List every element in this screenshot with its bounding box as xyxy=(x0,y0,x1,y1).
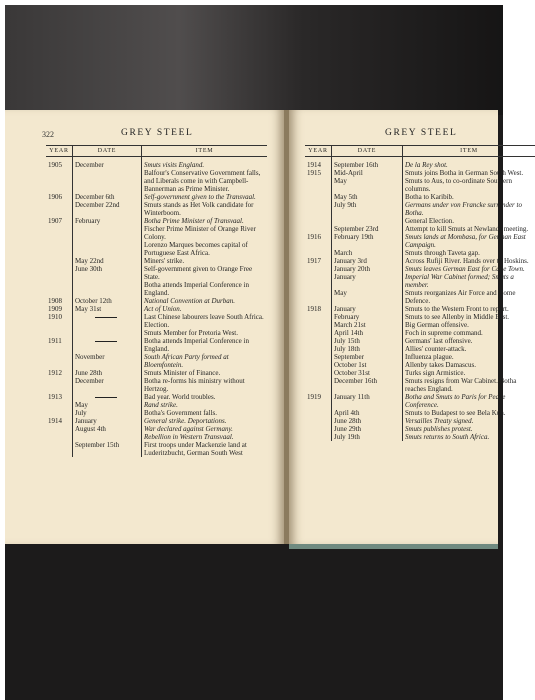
item-cell: Self-government given to Orange Free State. xyxy=(144,265,253,281)
table-row xyxy=(46,281,267,297)
year-cell xyxy=(305,417,332,425)
column-header-item: ITEM xyxy=(142,146,268,157)
date-cell: December 22nd xyxy=(73,201,142,217)
date-cell: September 15th xyxy=(73,441,142,457)
item-cell: Influenza plague. xyxy=(405,353,454,361)
item-cell: Smuts to the Western Front to report. xyxy=(405,305,509,313)
item-cell: Rand strike. xyxy=(144,401,178,409)
item-cell: Turks sign Armistice. xyxy=(405,369,466,377)
item-cell: Allenby takes Damascus. xyxy=(405,361,476,369)
item-cell: Germans under von Francke surrender to Botha. xyxy=(405,201,522,217)
year-cell xyxy=(46,201,73,217)
item-cell: Imperial War Cabinet formed; Smuts a member. xyxy=(405,273,514,289)
year-cell: 1913 xyxy=(48,393,62,401)
item-cell: Smuts through Taveta gap. xyxy=(405,249,480,257)
date-cell: June 28th xyxy=(73,369,142,377)
date-cell: July xyxy=(73,409,142,417)
date-cell xyxy=(73,241,142,257)
date-cell: May xyxy=(332,177,403,193)
item-cell: Allies' counter-attack. xyxy=(405,345,467,353)
item-cell: Smuts reorganizes Air Force and Home Defence. xyxy=(405,289,516,305)
timeline-table xyxy=(305,145,535,441)
date-dash xyxy=(95,397,117,398)
table-row xyxy=(46,433,267,441)
column-header-date: DATE xyxy=(73,146,142,157)
year-cell xyxy=(305,321,332,329)
item-cell: Smuts resigns from War Cabinet. Botha reaches England. xyxy=(405,377,517,393)
table-row xyxy=(46,417,267,425)
column-header-date: DATE xyxy=(332,146,403,157)
date-cell xyxy=(73,329,142,337)
table-row xyxy=(46,225,267,241)
item-cell: Smuts to see Allenby in Middle East. xyxy=(405,313,510,321)
item-cell: Smuts joins Botha in German South West. xyxy=(405,169,524,177)
table-row xyxy=(46,369,267,377)
date-cell: October 1st xyxy=(332,361,403,369)
table-body xyxy=(305,161,535,441)
item-cell: Self-government given to the Transvaal. xyxy=(144,193,256,201)
table-row xyxy=(305,193,535,201)
table-row xyxy=(46,393,267,401)
table-row xyxy=(305,217,535,225)
date-cell: October 31st xyxy=(332,369,403,377)
year-cell xyxy=(46,169,73,193)
item-cell: Botha attends Imperial Conference in England. xyxy=(144,281,249,297)
column-header-year: YEAR xyxy=(46,146,73,157)
date-cell: October 12th xyxy=(73,297,142,305)
page-number: 322 xyxy=(42,130,54,139)
date-cell xyxy=(73,337,142,353)
date-cell: Mid-April xyxy=(332,169,403,177)
page-edge xyxy=(289,544,498,549)
year-cell xyxy=(305,377,332,393)
table-row xyxy=(305,233,535,249)
item-cell: Fischer Prime Minister of Orange River Colony. xyxy=(144,225,256,241)
year-cell xyxy=(46,401,73,409)
year-cell: 1910 xyxy=(48,313,62,321)
running-head: GREY STEEL xyxy=(385,128,458,138)
year-cell: 1915 xyxy=(307,169,321,177)
running-head: GREY STEEL xyxy=(121,128,194,138)
table-row xyxy=(46,337,267,353)
year-cell: 1906 xyxy=(48,193,62,201)
year-cell xyxy=(305,329,332,337)
date-cell: December xyxy=(73,161,142,169)
date-cell: June 28th xyxy=(332,417,403,425)
item-cell: Smuts returns to South Africa. xyxy=(405,433,490,441)
table-row xyxy=(46,241,267,257)
date-cell: January xyxy=(73,417,142,425)
year-cell xyxy=(46,225,73,241)
item-cell: Versailles Treaty signed. xyxy=(405,417,474,425)
item-cell: Botha's Government falls. xyxy=(144,409,217,417)
date-cell: April 4th xyxy=(332,409,403,417)
table-row xyxy=(305,417,535,425)
table-body xyxy=(46,161,267,457)
table-row xyxy=(46,401,267,409)
year-cell: 1916 xyxy=(307,233,321,241)
year-cell xyxy=(305,217,332,225)
year-cell xyxy=(305,193,332,201)
table-header-row xyxy=(46,146,267,157)
item-cell: Smuts lands at Mombasa, for German East Campaign. xyxy=(405,233,526,249)
item-cell: Across Rufiji River. Hands over to Hoskins. xyxy=(405,257,529,265)
item-cell: Smuts Member for Pretoria West. xyxy=(144,329,238,337)
year-cell: 1911 xyxy=(48,337,62,345)
table-row xyxy=(305,289,535,305)
item-cell: Botha Prime Minister of Transvaal. xyxy=(144,217,244,225)
date-cell: December 6th xyxy=(73,193,142,201)
year-cell xyxy=(46,257,73,265)
date-cell: July 18th xyxy=(332,345,403,353)
year-cell xyxy=(46,281,73,297)
year-cell xyxy=(305,369,332,377)
item-cell: Act of Union. xyxy=(144,305,182,313)
date-dash xyxy=(95,317,117,318)
item-cell: Botha re-forms his ministry without Hertzog. xyxy=(144,377,245,393)
table-row xyxy=(46,161,267,169)
year-cell xyxy=(46,265,73,281)
table-header-row xyxy=(305,146,535,157)
table-row xyxy=(46,193,267,201)
item-cell: Smuts visits England. xyxy=(144,161,205,169)
item-cell: Last Chinese labourers leave South Africa. xyxy=(144,313,264,321)
item-cell: Balfour's Conservative Government falls, and Liberals come in with Campbell-Bannerman as Prime Minister. xyxy=(144,169,261,193)
table-row xyxy=(305,361,535,369)
year-cell xyxy=(305,273,332,289)
table-row xyxy=(305,225,535,233)
table-row xyxy=(46,441,267,457)
year-cell xyxy=(305,337,332,345)
year-cell xyxy=(305,425,332,433)
item-cell: Big German offensive. xyxy=(405,321,469,329)
year-cell xyxy=(305,249,332,257)
item-cell: Lorenzo Marques becomes capital of Portuguese East Africa. xyxy=(144,241,248,257)
date-cell: May xyxy=(332,289,403,305)
date-cell: May xyxy=(73,401,142,409)
date-cell: February xyxy=(73,217,142,225)
table-row xyxy=(305,169,535,177)
table-row xyxy=(46,377,267,393)
year-cell xyxy=(305,353,332,361)
item-cell: Rebellion in Western Transvaal. xyxy=(144,433,234,441)
item-cell: Smuts to Aus, to co-ordinate Southern columns. xyxy=(405,177,512,193)
item-cell: Smuts Minister of Finance. xyxy=(144,369,221,377)
table-row xyxy=(305,161,535,169)
year-cell: 1909 xyxy=(48,305,62,313)
table-row xyxy=(46,425,267,433)
table-row xyxy=(305,353,535,361)
table-row xyxy=(305,273,535,289)
timeline-table xyxy=(46,145,267,457)
table-row xyxy=(305,433,535,441)
table-row xyxy=(46,329,267,337)
date-cell: March xyxy=(332,249,403,257)
table-row xyxy=(305,257,535,265)
item-cell: Bad year. World troubles. xyxy=(144,393,216,401)
table-row xyxy=(46,297,267,305)
year-cell: 1917 xyxy=(307,257,321,265)
year-cell xyxy=(46,321,73,329)
date-cell: January 20th xyxy=(332,265,403,273)
year-cell xyxy=(305,409,332,417)
year-cell xyxy=(305,289,332,305)
date-cell: December 16th xyxy=(332,377,403,393)
date-cell xyxy=(73,225,142,241)
date-cell xyxy=(73,321,142,329)
item-cell: War declared against Germany. xyxy=(144,425,233,433)
table-row xyxy=(46,201,267,217)
table-row xyxy=(305,337,535,345)
date-cell xyxy=(332,217,403,225)
table-row xyxy=(305,313,535,321)
item-cell: First troops under Mackenzie land at Luderitzbucht, German South West xyxy=(144,441,247,457)
date-cell: January xyxy=(332,273,403,289)
table-row xyxy=(305,393,535,409)
date-cell: December xyxy=(73,377,142,393)
year-cell xyxy=(46,377,73,393)
item-cell: General strike. Deportations. xyxy=(144,417,227,425)
scanner-glare xyxy=(5,5,503,115)
date-cell: July 19th xyxy=(332,433,403,441)
item-cell: Smuts leaves German East for Cape Town. xyxy=(405,265,525,273)
item-cell: Smuts publishes protest. xyxy=(405,425,473,433)
date-cell: September 23rd xyxy=(332,225,403,233)
year-cell xyxy=(305,361,332,369)
item-cell: De la Rey shot. xyxy=(405,161,448,169)
year-cell xyxy=(46,353,73,369)
year-cell: 1908 xyxy=(48,297,62,305)
date-cell: July 15th xyxy=(332,337,403,345)
year-cell xyxy=(46,425,73,433)
date-cell: September xyxy=(332,353,403,361)
year-cell xyxy=(46,433,73,441)
item-cell: Attempt to kill Smuts at Newlands meeting. xyxy=(405,225,529,233)
table-row xyxy=(305,265,535,273)
year-cell xyxy=(46,409,73,417)
table-row xyxy=(305,201,535,217)
year-cell xyxy=(305,201,332,217)
table-row xyxy=(46,217,267,225)
table-row xyxy=(305,377,535,393)
year-cell: 1912 xyxy=(48,369,62,377)
table-row xyxy=(305,329,535,337)
table-row xyxy=(46,409,267,417)
item-cell: Miners' strike. xyxy=(144,257,185,265)
table-row xyxy=(46,257,267,265)
table-row xyxy=(46,353,267,369)
right-page xyxy=(289,110,529,544)
item-cell: National Convention at Durban. xyxy=(144,297,235,305)
table-row xyxy=(305,345,535,353)
year-cell: 1919 xyxy=(307,393,321,401)
year-cell xyxy=(305,433,332,441)
date-cell xyxy=(73,169,142,193)
table-row xyxy=(46,305,267,313)
year-cell: 1918 xyxy=(307,305,321,313)
date-cell: January xyxy=(332,305,403,313)
item-cell: Smuts stands as Het Volk candidate for Winterboom. xyxy=(144,201,254,217)
date-cell xyxy=(73,281,142,297)
table-row xyxy=(305,409,535,417)
date-cell: August 4th xyxy=(73,425,142,433)
date-cell: July 9th xyxy=(332,201,403,217)
date-cell: May 31st xyxy=(73,305,142,313)
table-row xyxy=(305,369,535,377)
year-cell xyxy=(46,241,73,257)
item-cell: Botha attends Imperial Conference in England. xyxy=(144,337,249,353)
date-cell: November xyxy=(73,353,142,369)
year-cell xyxy=(305,313,332,321)
item-cell: Foch in supreme command. xyxy=(405,329,483,337)
item-cell: Election. xyxy=(144,321,170,329)
table-row xyxy=(305,177,535,193)
item-cell: Botha to Karibib. xyxy=(405,193,454,201)
date-cell: January 3rd xyxy=(332,257,403,265)
year-cell xyxy=(305,225,332,233)
table-row xyxy=(46,313,267,321)
item-cell: General Election. xyxy=(405,217,454,225)
table-row xyxy=(46,265,267,281)
date-cell: April 14th xyxy=(332,329,403,337)
date-cell xyxy=(73,393,142,401)
date-cell xyxy=(73,313,142,321)
column-header-year: YEAR xyxy=(305,146,332,157)
year-cell xyxy=(46,441,73,457)
year-cell xyxy=(305,265,332,273)
date-dash xyxy=(95,341,117,342)
item-cell: Smuts to Budapest to see Bela Kun. xyxy=(405,409,506,417)
date-cell: June 30th xyxy=(73,265,142,281)
year-cell xyxy=(305,177,332,193)
year-cell xyxy=(46,329,73,337)
year-cell: 1905 xyxy=(48,161,62,169)
year-cell: 1914 xyxy=(307,161,321,169)
table-row xyxy=(305,249,535,257)
table-row xyxy=(46,321,267,329)
item-cell: Botha and Smuts to Paris for Peace Conference. xyxy=(405,393,506,409)
table-row xyxy=(305,425,535,433)
date-cell: February xyxy=(332,313,403,321)
table-row xyxy=(305,305,535,313)
column-header-item: ITEM xyxy=(403,146,535,157)
date-cell: March 21st xyxy=(332,321,403,329)
date-cell: May 5th xyxy=(332,193,403,201)
date-cell: June 29th xyxy=(332,425,403,433)
date-cell: January 11th xyxy=(332,393,403,409)
year-cell xyxy=(305,345,332,353)
year-cell: 1907 xyxy=(48,217,62,225)
date-cell: May 22nd xyxy=(73,257,142,265)
left-page xyxy=(5,110,284,544)
date-cell xyxy=(73,433,142,441)
item-cell: South African Party formed at Bloemfontein. xyxy=(144,353,229,369)
table-row xyxy=(305,321,535,329)
year-cell: 1914 xyxy=(48,417,62,425)
item-cell: Germans' last offensive. xyxy=(405,337,473,345)
table-row xyxy=(46,169,267,193)
date-cell: September 16th xyxy=(332,161,403,169)
date-cell: February 19th xyxy=(332,233,403,249)
